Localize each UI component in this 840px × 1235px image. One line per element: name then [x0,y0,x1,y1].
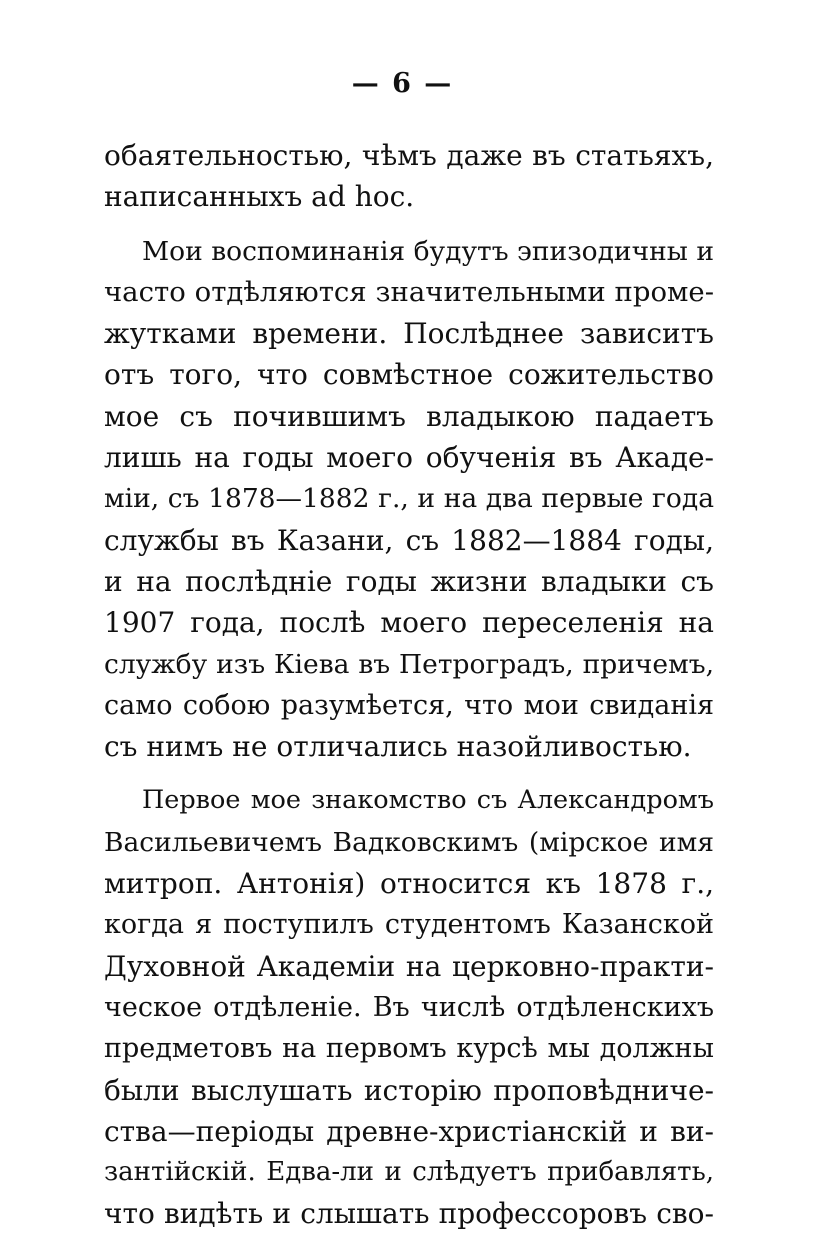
paragraph-1 [104,135,714,218]
paragraph-3 [104,780,714,1234]
text-line: міи, съ 1878—1882 г., и на два первые года [104,483,714,515]
text-line: Васильевичемъ Вадковскимъ (мірское имя [104,826,714,858]
text-line: часто отдѣляются значительными проме- [104,275,714,308]
text-line: отъ того, что совмѣстное сожительство [104,358,714,392]
text-line: зантійскій. Едва-ли и слѣдуетъ прибавлять, [104,1157,714,1188]
text-line: Мои воспоминанія будутъ эпизодичны и [142,235,714,267]
text-line: мое съ почившимъ владыкою падаетъ [104,399,714,433]
text-line: что видѣть и слышать профессоровъ сво- [104,1197,714,1231]
text-line: 1907 года, послѣ моего переселенія на [104,606,714,640]
text-line: были выслушать исторію проповѣдниче- [104,1073,714,1107]
text-line: лишь на годы моего обученія въ Акаде- [104,441,714,475]
text-line: написанныхъ ad hoc. [104,180,415,214]
text-line: службу изъ Кіева въ Петроградъ, причемъ, [104,648,714,680]
text-line: само собою разумѣется, что мои свиданія [104,689,714,721]
text-line: съ нимъ не отличались назойливостью. [104,730,692,764]
text-line: митроп. Антонія) относится къ 1878 г., [104,867,714,901]
text-line: ческое отдѣленіе. Въ числѣ отдѣленскихъ [104,991,714,1023]
text-line: когда я поступилъ студентомъ Казанской [104,909,714,941]
text-line: ства—періоды древне-христіанскій и ви- [104,1114,714,1148]
text-line: и на послѣдніе годы жизни владыки съ [104,564,714,598]
text-line: предметовъ на первомъ курсѣ мы должны [104,1033,714,1065]
text-line: службы въ Казани, съ 1882—1884 годы, [104,523,714,557]
page-number: — 6 — [351,68,454,99]
text-line: Первое мое знакомство съ Александромъ [142,785,714,816]
text-line: обаятельностью, чѣмъ даже въ статьяхъ, [104,139,714,172]
paragraph-2 [104,231,714,768]
text-line: жутками времени. Послѣднее зависитъ [104,317,714,351]
text-line: Духовной Академіи на церковно-практи- [104,949,714,983]
body-text [104,135,714,1235]
